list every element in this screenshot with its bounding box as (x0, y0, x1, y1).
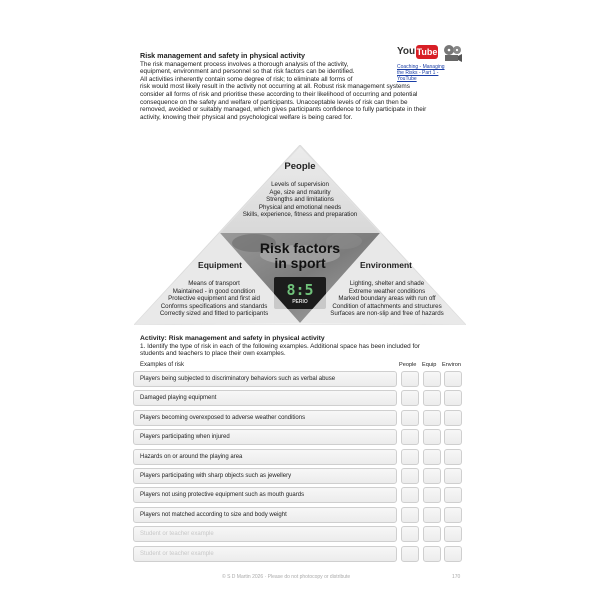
answer-box-people[interactable] (401, 487, 419, 503)
environment-label: Environment (360, 260, 412, 270)
environment-items (312, 280, 462, 318)
answer-box-equip[interactable] (423, 410, 441, 426)
equipment-label: Equipment (198, 260, 242, 270)
answer-box-people[interactable] (401, 371, 419, 387)
intro-line: activity, knowing their physical and psychological welfare is being cared for. (140, 113, 353, 121)
answer-box-people[interactable] (401, 449, 419, 465)
center-title (240, 241, 360, 271)
table-row (133, 487, 465, 503)
answer-box-environ[interactable] (444, 546, 462, 562)
center-title-line: in sport (274, 255, 326, 271)
table-row (133, 410, 465, 426)
equipment-item: Conforms specifications and standards (160, 302, 268, 310)
answer-box-people[interactable] (401, 390, 419, 406)
equipment-item: Maintained - in good condition (172, 287, 256, 295)
environment-item: Condition of attachments and structures (332, 302, 442, 310)
intro-line: consequence on the safety and welfare of participants. Unacceptable levels of risk can then be (140, 98, 408, 106)
answer-box-equip[interactable] (423, 468, 441, 484)
risk-pyramid (134, 145, 466, 325)
answer-box-environ[interactable] (444, 410, 462, 426)
people-item: Skills, experience, fitness and preparation (242, 211, 358, 219)
intro-line: removed, avoided or suitably managed, which gives participants confidence to fully participate in their (140, 106, 427, 114)
answer-box-equip[interactable] (423, 371, 441, 387)
table-row (133, 449, 465, 465)
film-reel-icon (442, 44, 462, 62)
youtube-link-line[interactable]: Coaching - Managing (397, 64, 445, 70)
environment-item: Extreme weather conditions (348, 287, 426, 295)
answer-box-people[interactable] (401, 507, 419, 523)
answer-box-environ[interactable] (444, 371, 462, 387)
answer-box-people[interactable] (401, 546, 419, 562)
people-item: Strengths and limitations (266, 196, 334, 204)
risk-example-text: Players not using protective equipment such as mouth guards (133, 487, 397, 503)
table-row (133, 429, 465, 445)
people-items (220, 181, 380, 219)
equipment-item: Protective equipment and first aid (168, 295, 260, 303)
column-header-people: People (399, 362, 417, 368)
examples-header: Examples of risk (140, 362, 185, 368)
answer-box-people[interactable] (401, 468, 419, 484)
answer-box-environ[interactable] (444, 449, 462, 465)
youtube-logo-you: You (397, 46, 416, 57)
table-row (133, 546, 465, 562)
youtube-logo-tube: Tube (416, 47, 438, 57)
equipment-item: Correctly sized and fitted to participants (159, 310, 269, 318)
intro-line: consider all forms of risk and prioritise these according to their likelihood of occurring and potential (140, 90, 418, 98)
intro-line: risk would most likely result in the activity not occurring at all. Robust risk management systems (140, 83, 410, 91)
column-header-environ: Environ (442, 362, 461, 368)
intro-line: equipment, environment and personnel so that risk factors can be identified. (140, 68, 355, 76)
youtube-link-line[interactable]: the Risks - Part 1 - (397, 70, 439, 76)
environment-item: Marked boundary areas with run off (338, 295, 436, 303)
example-input-field[interactable]: Student or teacher example (133, 546, 397, 562)
answer-box-equip[interactable] (423, 429, 441, 445)
youtube-link[interactable] (397, 64, 457, 82)
answer-box-equip[interactable] (423, 507, 441, 523)
youtube-box[interactable] (395, 44, 465, 84)
youtube-link-line[interactable]: YouTube (397, 76, 417, 82)
scoreboard-digits: 8:5 (286, 281, 314, 299)
page-number: 170 (452, 574, 461, 580)
equipment-items (139, 280, 289, 318)
answer-box-environ[interactable] (444, 487, 462, 503)
activity-section (140, 335, 465, 358)
risk-example-text: Hazards on or around the playing area (133, 449, 397, 465)
intro-line: The risk management process involves a thorough analysis of the activity, (140, 60, 349, 68)
table-row (133, 371, 465, 387)
footer-copyright: © S D Martin 2026 · Please do not photocopy or distribute (222, 574, 351, 580)
answer-box-equip[interactable] (423, 526, 441, 542)
youtube-logo[interactable] (395, 44, 440, 62)
activity-line: 1. Identify the type of risk in each of the following examples. Additional space has been included for (140, 342, 420, 350)
risk-example-text: Players participating with sharp objects such as jewellery (133, 468, 397, 484)
scoreboard-sub: PERIO (292, 299, 308, 305)
people-label: People (284, 161, 316, 172)
column-header-equip: Equip (422, 362, 437, 368)
table-row (133, 507, 465, 523)
answer-box-people[interactable] (401, 526, 419, 542)
intro-title: Risk management and safety in physical activity (140, 51, 305, 60)
example-input-field[interactable]: Student or teacher example (133, 526, 397, 542)
risk-table (133, 371, 465, 565)
risk-example-text: Players becoming overexposed to adverse weather conditions (133, 410, 397, 426)
intro-line: All activities inherently contain some degree of risk; to eliminate all forms of (140, 75, 353, 83)
people-item: Physical and emotional needs (258, 203, 342, 211)
equipment-item: Means of transport (188, 280, 240, 287)
center-title-line: Risk factors (259, 240, 341, 256)
answer-box-environ[interactable] (444, 526, 462, 542)
answer-box-environ[interactable] (444, 390, 462, 406)
risk-example-text: Damaged playing equipment (133, 390, 397, 406)
risk-example-text: Players participating when injured (133, 429, 397, 445)
table-row (133, 390, 465, 406)
people-item: Age, size and maturity (269, 188, 331, 196)
answer-box-equip[interactable] (423, 487, 441, 503)
answer-box-equip[interactable] (423, 546, 441, 562)
table-row (133, 468, 465, 484)
answer-box-environ[interactable] (444, 429, 462, 445)
environment-item: Lighting, shelter and shade (349, 280, 425, 287)
answer-box-equip[interactable] (423, 449, 441, 465)
answer-box-environ[interactable] (444, 507, 462, 523)
risk-example-text: Players not matched according to size and body weight (133, 507, 397, 523)
answer-box-environ[interactable] (444, 468, 462, 484)
answer-box-people[interactable] (401, 429, 419, 445)
table-row (133, 526, 465, 542)
activity-line: students and teachers to place their own examples. (140, 350, 286, 358)
environment-item: Surfaces are non-slip and free of hazards (330, 310, 444, 318)
risk-example-text: Players being subjected to discriminatory behaviors such as verbal abuse (133, 371, 397, 387)
people-item: Levels of supervision (271, 181, 329, 188)
answer-box-people[interactable] (401, 410, 419, 426)
answer-box-equip[interactable] (423, 390, 441, 406)
activity-title: Activity: Risk management and safety in physical activity (140, 335, 325, 342)
